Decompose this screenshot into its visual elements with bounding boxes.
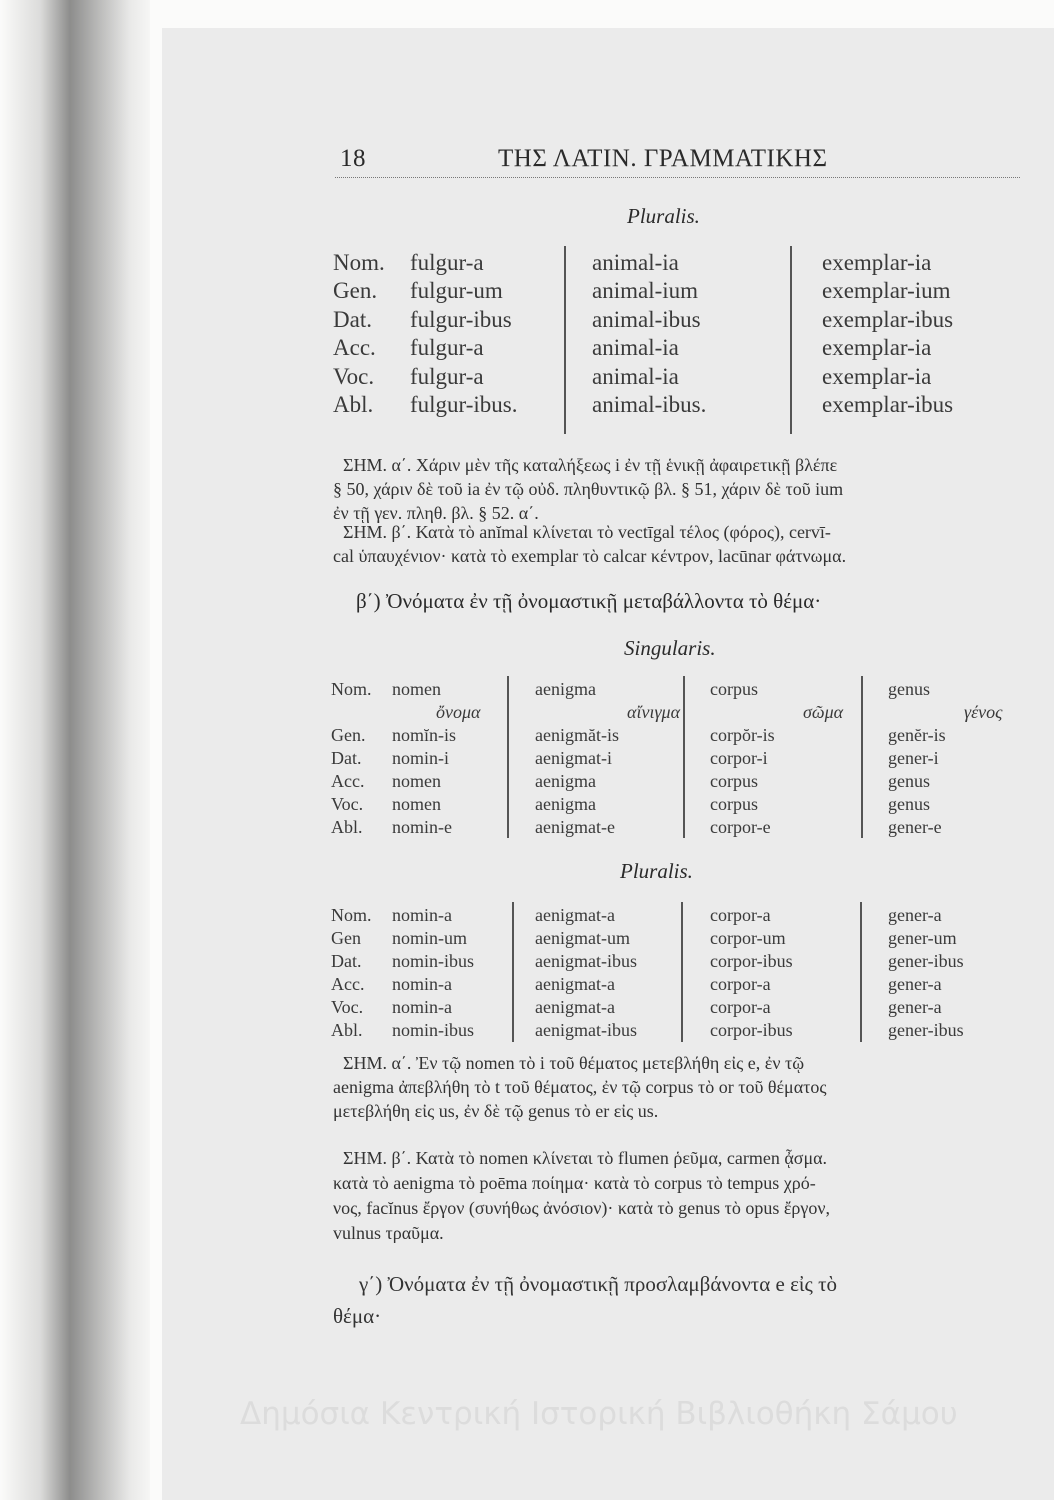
table3-cell-genus: gener-a — [888, 905, 942, 925]
table3-cell-corpus: corpor-ibus — [710, 951, 793, 971]
table1-case-label: Abl. — [333, 392, 374, 417]
table1-cell-animal: animal-ia — [592, 250, 679, 275]
table3-cell-nomen: nomin-a — [392, 974, 452, 994]
table2-cell-genus: gener-e — [888, 817, 942, 837]
table1-cell-exemplar: exemplar-ia — [822, 335, 932, 361]
table1-cell-animal: animal-ia — [592, 335, 679, 361]
table3-divider-3 — [860, 902, 862, 1042]
table3-cell-aenigma: aenigmat-um — [535, 928, 630, 948]
table2-cell-nomen: nomin-e — [392, 817, 452, 837]
table1-cell-animal: animal-ium — [592, 278, 699, 304]
table2-cell-nomen: nomin-i — [392, 748, 449, 768]
section-c-line: γ΄) Ὀνόματα ἐν τῇ ὀνομαστικῇ προσλαμβάνοντα e εἰς τὸ — [359, 1272, 838, 1296]
running-title: ΤΗΣ ΛΑΤΙΝ. ΓΡΑΜΜΑΤΙΚΗΣ — [498, 145, 828, 172]
table3-cell-corpus: corpor-a — [710, 905, 771, 925]
note2-line: ΣΗΜ. β΄. Κατὰ τὸ anĭmal κλίνεται τὸ vectīgal τέλος (φόρος), cervī- — [343, 522, 831, 542]
table2-cell-corpus: corpor-e — [710, 817, 771, 837]
table2-cell-genus: genĕr-is — [888, 725, 946, 745]
note3-line: aenigma ἀπεβλήθη τὸ t τοῦ θέματος, ἐν τῷ corpus τὸ or τοῦ θέματος — [333, 1077, 827, 1097]
note4-line: ΣΗΜ. β΄. Κατὰ τὸ nomen κλίνεται τὸ flumen ῥεῦμα, carmen ᾆσμα. — [343, 1148, 828, 1168]
table1-title: Pluralis. — [627, 204, 700, 228]
table3-cell-aenigma: aenigmat-a — [535, 997, 615, 1017]
table1-cell-animal: animal-ibus. — [592, 392, 707, 417]
table1-cell-fulgur: fulgur-a — [410, 250, 484, 275]
table1-divider-1 — [564, 246, 566, 434]
table3-case-label: Acc. — [331, 974, 365, 994]
table1-case-label: Dat. — [333, 306, 372, 332]
table3-cell-nomen: nomin-a — [392, 905, 452, 925]
table2-gloss-nomen: ὄνομα — [436, 702, 481, 722]
table2-cell-aenigma: aenigma — [535, 679, 596, 699]
header-rule — [335, 177, 1020, 178]
scan-binding-shadow — [0, 0, 150, 1500]
table2-case-label: Dat. — [331, 748, 362, 768]
table3-cell-nomen: nomin-um — [392, 928, 467, 948]
table3-cell-genus: gener-a — [888, 997, 942, 1017]
table1-cell-exemplar: exemplar-ia — [822, 363, 932, 389]
table2-cell-nomen: nomen — [392, 771, 441, 791]
table2-divider-2 — [683, 676, 685, 838]
table2-cell-genus: gener-i — [888, 748, 939, 768]
table1-cell-fulgur: fulgur-um — [410, 278, 503, 304]
table3-case-label: Nom. — [331, 905, 372, 925]
table3-divider-2 — [681, 902, 683, 1042]
table3-cell-corpus: corpor-a — [710, 997, 771, 1017]
table3-cell-corpus: corpor-a — [710, 974, 771, 994]
note1-line: ἐν τῇ γεν. πληθ. βλ. § 52. α΄. — [333, 503, 539, 523]
table3-cell-nomen: nomin-a — [392, 997, 452, 1017]
table1-cell-exemplar: exemplar-ium — [822, 278, 951, 304]
table2-cell-aenigma: aenigmat-e — [535, 817, 615, 837]
note4-line: vulnus τραῦμα. — [333, 1223, 444, 1243]
table2-cell-nomen: nomen — [392, 794, 441, 814]
table2-cell-aenigma: aenigma — [535, 771, 596, 791]
table2-cell-aenigma: aenigmat-i — [535, 748, 612, 768]
note3-line: ΣΗΜ. α΄. Ἐν τῷ nomen τὸ i τοῦ θέματος μετεβλήθη εἰς e, ἐν τῷ — [343, 1053, 805, 1073]
table2-cell-genus: genus — [888, 771, 930, 791]
table2-gloss-aenigma: αἴνιγμα — [627, 702, 681, 722]
table2-cell-aenigma: aenigmăt-is — [535, 725, 619, 745]
table2-title: Singularis. — [624, 636, 716, 660]
note4-line: νος, facĭnus ἔργον (συνήθως ἀνόσιον)· κατὰ τὸ genus τὸ opus ἔργον, — [333, 1198, 830, 1218]
table3-cell-nomen: nomin-ibus — [392, 1020, 475, 1040]
table3-case-label: Dat. — [331, 951, 362, 971]
table2-cell-nomen: nomĭn-is — [392, 725, 457, 745]
table3-cell-genus: gener-ibus — [888, 951, 964, 971]
table3-cell-aenigma: aenigmat-ibus — [535, 951, 637, 971]
table1-cell-fulgur: fulgur-a — [410, 363, 484, 389]
table3-cell-nomen: nomin-ibus — [392, 951, 475, 971]
table2-gloss-corpus: σῶμα — [803, 702, 844, 722]
table2-cell-corpus: corpus — [710, 771, 758, 791]
table1-case-label: Acc. — [333, 335, 376, 361]
table3-divider-1 — [512, 902, 514, 1042]
table1-cell-fulgur: fulgur-ibus. — [410, 392, 518, 417]
section-b-heading: β΄) Ὀνόματα ἐν τῇ ὀνομαστικῇ μεταβάλλοντα τὸ θέμα· — [356, 589, 822, 613]
table1-cell-exemplar: exemplar-ia — [822, 250, 932, 275]
table2-divider-1 — [507, 676, 509, 838]
table2-cell-aenigma: aenigma — [535, 794, 596, 814]
table1-cell-animal: animal-ibus — [592, 306, 701, 332]
table3-cell-genus: gener-a — [888, 974, 942, 994]
library-watermark: Δημόσια Κεντρική Ιστορική Βιβλιοθήκη Σάμου — [240, 1396, 958, 1432]
table2-cell-genus: genus — [888, 679, 930, 699]
table3-case-label: Voc. — [331, 997, 364, 1017]
table3-case-label: Abl. — [331, 1020, 363, 1040]
table3-case-label: Gen — [331, 928, 361, 948]
table2-cell-corpus: corpŏr-is — [710, 725, 775, 745]
table3-title: Pluralis. — [620, 859, 693, 883]
note4-line: κατὰ τὸ aenigma τὸ poēma ποίημα· κατὰ τὸ corpus τὸ tempus χρό- — [333, 1173, 816, 1193]
table2-cell-nomen: nomen — [392, 679, 441, 699]
table3-cell-corpus: corpor-um — [710, 928, 786, 948]
table2-cell-corpus: corpor-i — [710, 748, 768, 768]
table3-cell-aenigma: aenigmat-a — [535, 905, 615, 925]
table2-case-label: Abl. — [331, 817, 363, 837]
table2-gloss-genus: γένος — [964, 702, 1003, 722]
table3-cell-genus: gener-ibus — [888, 1020, 964, 1040]
table1-cell-exemplar: exemplar-ibus — [822, 306, 954, 332]
table1-cell-fulgur: fulgur-ibus — [410, 306, 512, 332]
table2-case-label: Voc. — [331, 794, 364, 814]
note1-line: ΣΗΜ. α΄. Χάριν μὲν τῆς καταλήξεως i ἐν τῇ ἑνικῇ ἀφαιρετικῇ βλέπε — [343, 455, 838, 475]
note3-line: μετεβλήθη εἰς us, ἐν δὲ τῷ genus τὸ er εἰς us. — [333, 1101, 659, 1121]
table3-cell-aenigma: aenigmat-ibus — [535, 1020, 637, 1040]
table2-cell-corpus: corpus — [710, 679, 758, 699]
table3-cell-genus: gener-um — [888, 928, 957, 948]
table2-case-label: Acc. — [331, 771, 365, 791]
table1-case-label: Voc. — [333, 363, 375, 389]
table1-cell-exemplar: exemplar-ibus — [822, 392, 954, 417]
page-number: 18 — [340, 145, 366, 172]
table2-divider-3 — [861, 676, 863, 838]
section-c-line: θέμα· — [333, 1304, 382, 1328]
table1-cell-animal: animal-ia — [592, 363, 679, 389]
table1-case-label: Nom. — [333, 250, 385, 275]
table2-case-label: Nom. — [331, 679, 372, 699]
table1-case-label: Gen. — [333, 278, 378, 304]
table1-cell-fulgur: fulgur-a — [410, 335, 484, 361]
note1-line: § 50, χάριν δὲ τοῦ ia ἐν τῷ οὐδ. πληθυντικῷ βλ. § 51, χάριν δὲ τοῦ ium — [333, 479, 844, 499]
table1-divider-2 — [790, 246, 792, 434]
note2-line: cal ὑπαυχένιον· κατὰ τὸ exemplar τὸ calcar κέντρον, lacūnar φάτνωμα. — [333, 546, 847, 566]
table2-case-label: Gen. — [331, 725, 366, 745]
table2-cell-genus: genus — [888, 794, 930, 814]
table3-cell-corpus: corpor-ibus — [710, 1020, 793, 1040]
table3-cell-aenigma: aenigmat-a — [535, 974, 615, 994]
table2-cell-corpus: corpus — [710, 794, 758, 814]
